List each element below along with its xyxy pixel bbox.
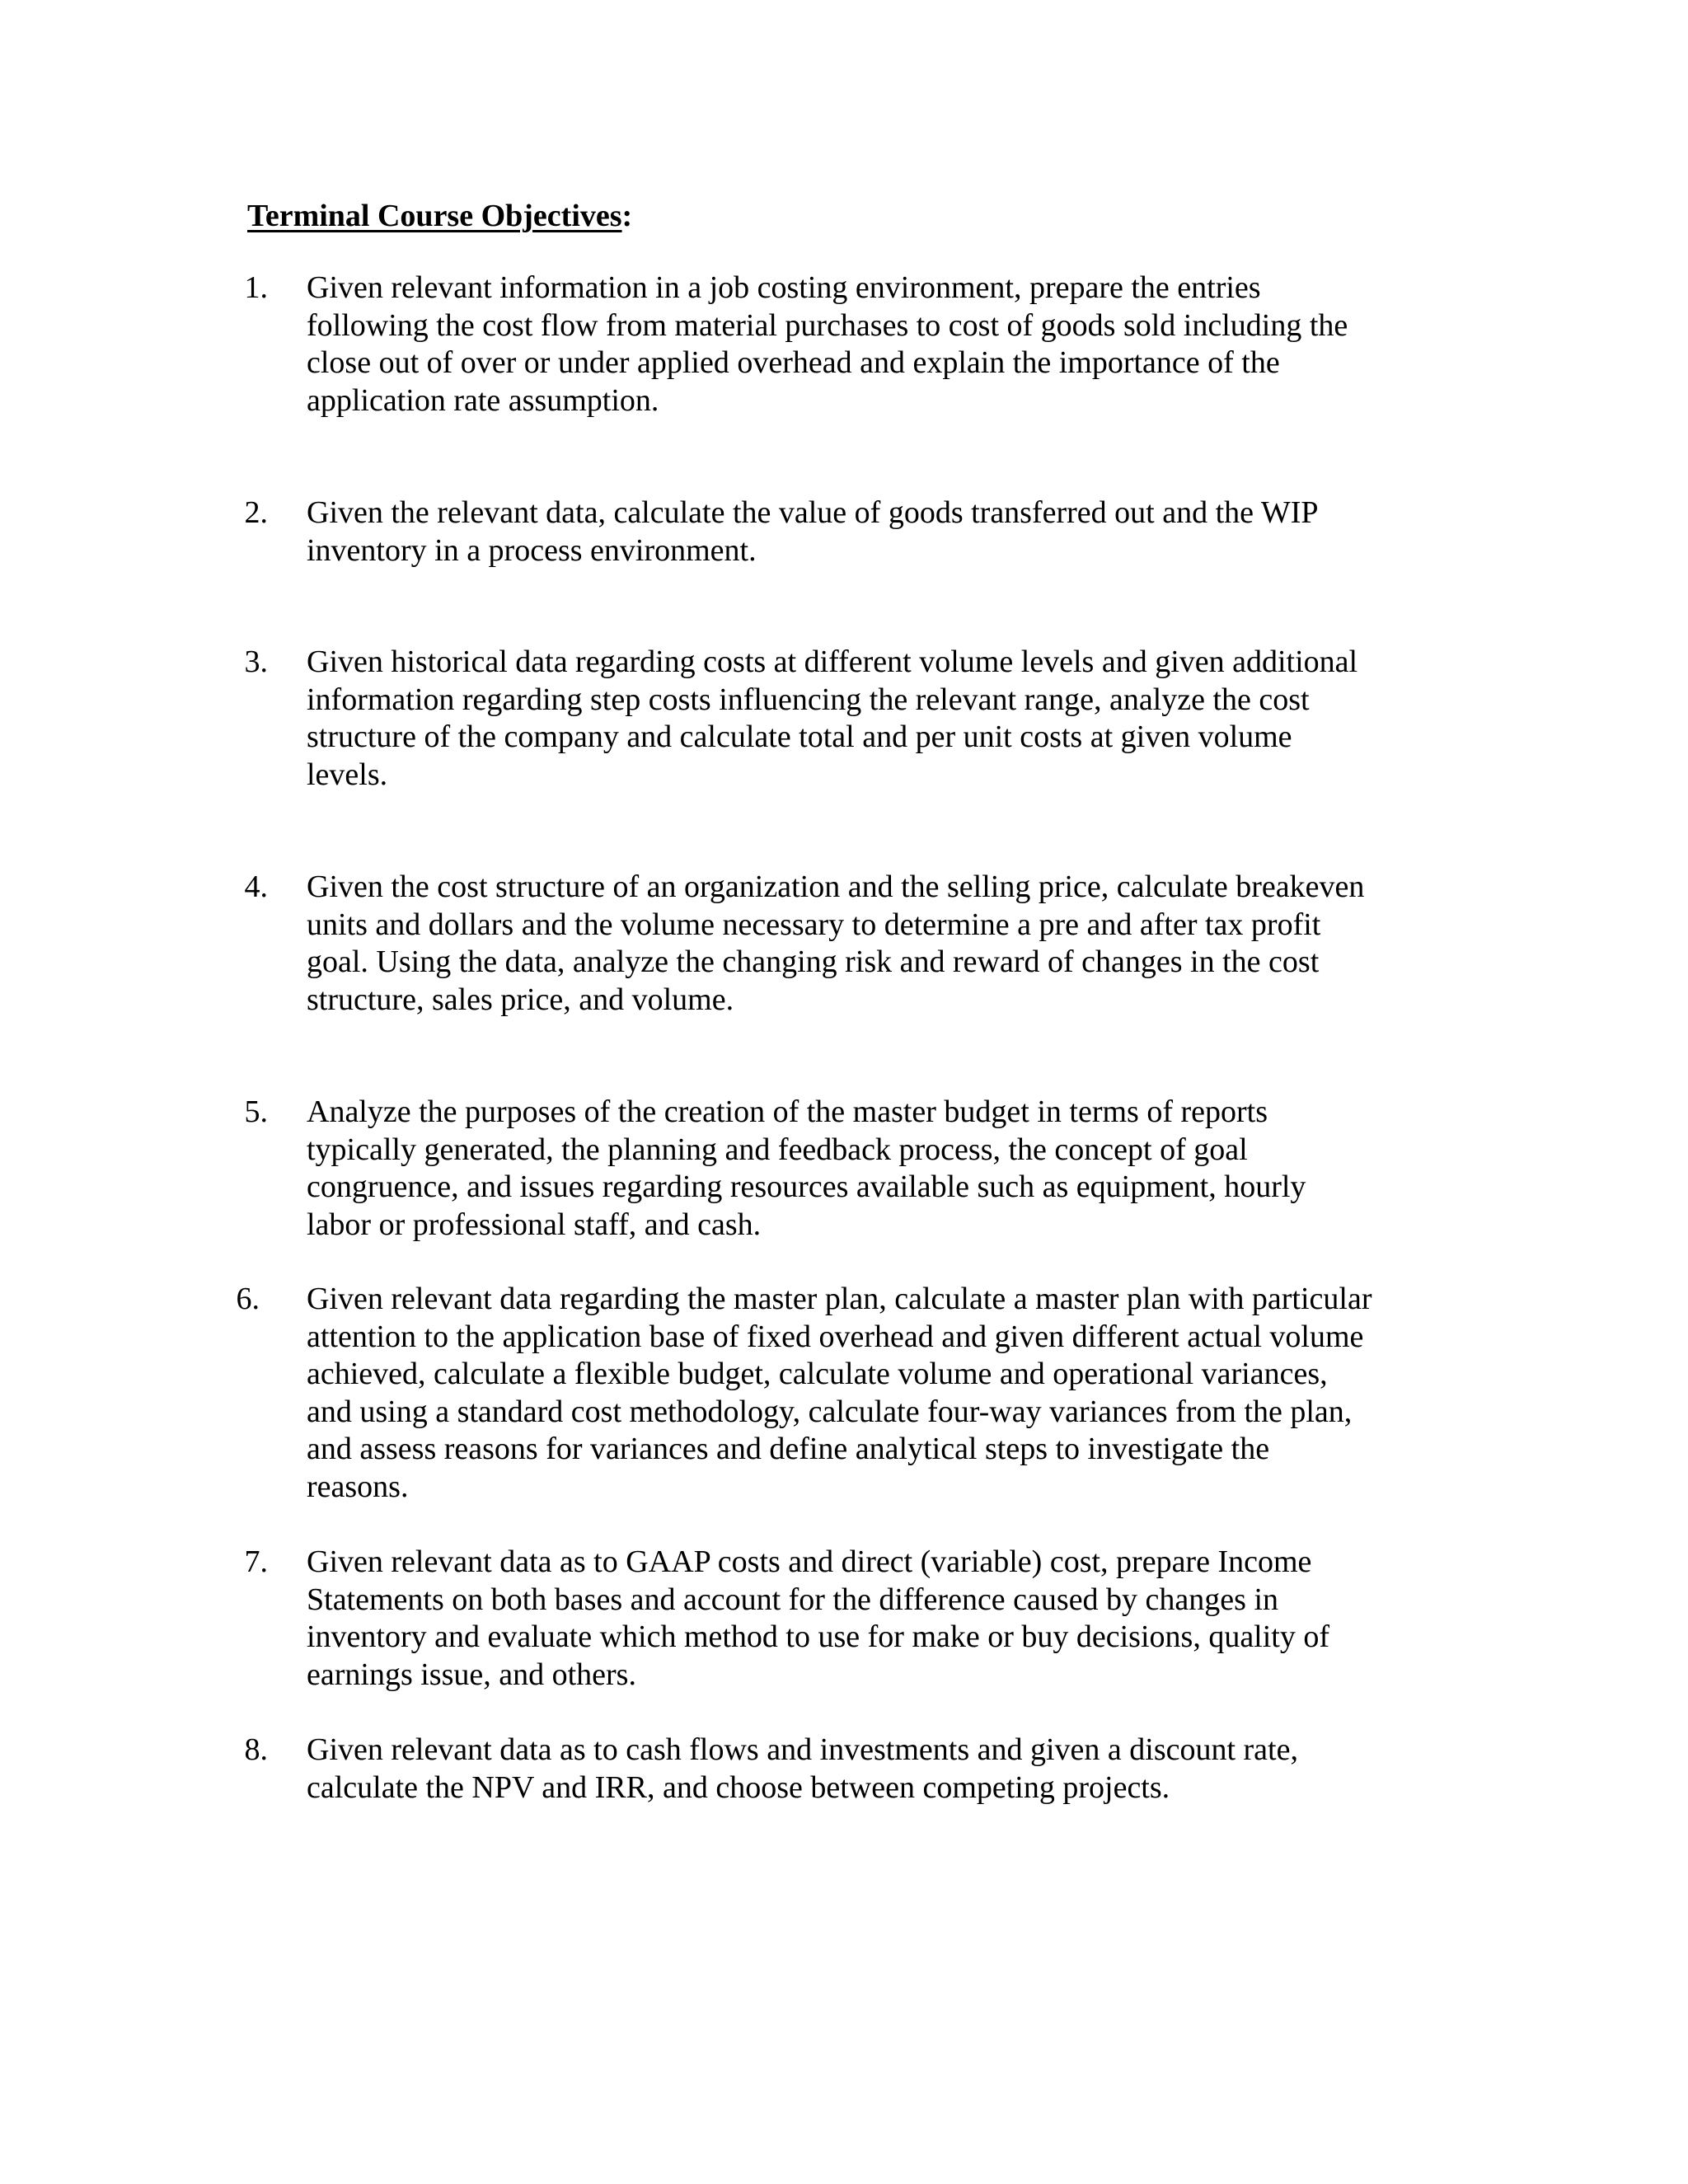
page-heading [247, 197, 632, 235]
objective-number: 7. [244, 1544, 268, 1579]
objective-text-line: Given the relevant data, calculate the value of goods transferred out and the WIP [307, 495, 1319, 530]
objective-text-line: earnings issue, and others. [307, 1657, 636, 1692]
heading-title: Terminal Course Objectives [247, 199, 622, 233]
objective-text-line: following the cost flow from material purchases to cost of goods sold including the [307, 307, 1348, 343]
objective-text-line: application rate assumption. [307, 382, 659, 418]
objective-text-line: Given historical data regarding costs at different volume levels and given additional [307, 644, 1358, 679]
objective-text-line: congruence, and issues regarding resources available such as equipment, hourly [307, 1169, 1306, 1204]
objective-text-line: structure of the company and calculate total and per unit costs at given volume [307, 719, 1292, 754]
objective-text-line: Given relevant data as to cash flows and investments and given a discount rate, [307, 1732, 1298, 1767]
objective-text-line: information regarding step costs influencing the relevant range, analyze the cost [307, 682, 1310, 717]
objective-number: 3. [244, 644, 268, 679]
objective-number: 4. [244, 869, 268, 904]
objective-text-line: and using a standard cost methodology, calculate four-way variances from the plan, [307, 1394, 1353, 1429]
objective-text-line: Given relevant data regarding the master plan, calculate a master plan with particular [307, 1282, 1372, 1316]
heading-colon: : [621, 199, 633, 233]
objective-text-line: Statements on both bases and account for the difference caused by changes in [307, 1582, 1279, 1617]
objective-text-line: structure, sales price, and volume. [307, 982, 734, 1017]
objective-text-line: inventory and evaluate which method to use for make or buy decisions, quality of [307, 1619, 1330, 1654]
objective-text-line: Given the cost structure of an organization and the selling price, calculate breakeven [307, 869, 1365, 904]
objective-text-line: labor or professional staff, and cash. [307, 1207, 762, 1242]
objective-number: 8. [244, 1732, 268, 1767]
objective-text-line: calculate the NPV and IRR, and choose between competing projects. [307, 1769, 1170, 1805]
objective-number: 2. [244, 495, 268, 530]
objective-text-line: Given relevant information in a job costing environment, prepare the entries [307, 270, 1261, 305]
objective-number: 6. [236, 1282, 260, 1316]
objective-text-line: typically generated, the planning and feedback process, the concept of goal [307, 1132, 1248, 1167]
objective-text-line: inventory in a process environment. [307, 532, 757, 568]
objective-text-line: goal. Using the data, analyze the changing risk and reward of changes in the cost [307, 944, 1320, 979]
objective-text-line: and assess reasons for variances and define analytical steps to investigate the [307, 1432, 1270, 1466]
objective-text-line: attention to the application base of fixed overhead and given different actual volume [307, 1319, 1364, 1354]
objective-text-line: levels. [307, 757, 388, 792]
objective-text-line: Analyze the purposes of the creation of the master budget in terms of reports [307, 1094, 1268, 1129]
objective-text-line: close out of over or under applied overhead and explain the importance of the [307, 345, 1280, 380]
objective-number: 1. [244, 270, 268, 305]
objective-text-line: Given relevant data as to GAAP costs and direct (variable) cost, prepare Income [307, 1544, 1312, 1579]
objective-text-line: reasons. [307, 1469, 409, 1504]
objective-text-line: units and dollars and the volume necessary to determine a pre and after tax profit [307, 907, 1321, 942]
objective-number: 5. [244, 1094, 268, 1129]
objective-text-line: achieved, calculate a flexible budget, calculate volume and operational variances, [307, 1357, 1328, 1391]
